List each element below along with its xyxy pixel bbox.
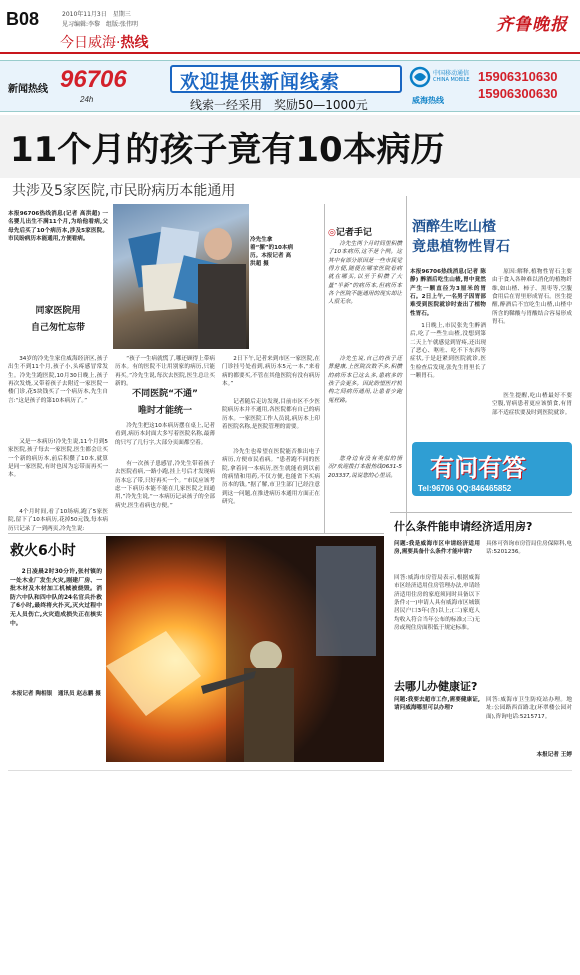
story1-lead: 本报96706热线消息(记者 高洪超) 一名婴儿出生不满11个月,为给他看病,父母先后买了10个病历本,涉及5家医院。市民盼病历本能通用,方便看病。 [8,211,108,243]
photo-caption: 冷先生拿着“摞”的10本病历。本报记者 高洪超 摄 [250,237,294,267]
story1-subhead3: 不同医院“不通” [132,389,198,399]
qa1-answer2: 具体可咨询市房管局住房保障科,电话:5201236。 [486,541,572,556]
qa2-answer: 回答:威海市卫生防疫站办理。地址:公园路西首路北(环翠楼公园对面),咨询电话:5215717。 [486,697,572,720]
story1-col2c: 有一次孩子患感冒,冷先生带着孩子去医院看病,一路小跑,挂上号后才发现病历本忘了带,只好再买一个。“市民应该考虑一下病历本能不能在几家医院之间通用,”冷先生说,“一本病历记录孩子的全部病史,医生看病也方便。” [115,461,215,509]
story1-subhead2: 自己匆忙忘带 [30,323,85,333]
story1-col2b: 冷先生把这10本病历摆在桌上,记者看到,病历本封面大多写着医院名称,最薄的只写了几行字,大部分页面都空着。 [115,423,215,446]
phone-1: 15906310630 [478,69,558,84]
story1-para1: 34岁的冷先生家住威海经济区,孩子出生不到11个月,孩子小,头疼感冒常发生。冷先生跑医院,10月30日晚上,孩子再次发烧,又带着孩子去附近一家医院一楼门诊,花5块钱买了一个病历本,先生自言:“这是孩子的第10本病历了。” [8,356,108,404]
records-photo [113,204,249,349]
notes-para2: 冷先生说,自己的孩子还算健康,上医院次数不多,积攒的病历本已这么多,患病多的孩子会更多。因此盼望医疗机构之间病历通用,让患者少跑冤枉路。 [328,356,402,404]
story1-subhead4: 唯时才能统一 [137,406,192,416]
story2-title2: 竟患植物性胃石 [412,239,510,255]
story1-col3a: 2日下午,记者来到市区一家医院,在门诊挂号处看到,病历本5元一本,“来看病的都要买,不管在其他医院有没有病历本。” [222,356,320,388]
qa2-byline: 本报记者 王婷 [536,752,572,758]
story2-title1: 酒醉生吃山楂 [412,219,496,235]
qa1-answer: 回答:威海市房管局表示,根据威海市区经济适用住房管理办法,申请经济适用住房的家庭须同时具备以下条件:(一)申请人具有威海市区城镇居民户口3年(含)以上;(二)家庭人均收入符合当年公布的标准;(三)无房或现住房面积低于规定标准。 [394,575,480,632]
notes-icon: ◎ [328,228,336,238]
story2-para2: 原因:解释,植物性胃石主要由于食入各种难以消化的植物纤维,如山楂、柿子、黑枣等,空腹食用后在胃里形成胃石。医生提醒,醉酒后不宜吃生山楂,山楂中所含的鞣酸与胃酸结合容易形成胃石。 [492,269,572,326]
story1-col3b: 记者随后走访发现,目前市区不少医院病历本并不通用,各医院都有自己的病历本。一家医院工作人员说,病历本上印着医院名称,是医院管理的需要。 [222,399,320,431]
qa2-question: 问题:我要去超市工作,需要健康证,请问威海哪里可以办理? [394,697,480,712]
story2-lead: 本报96706热线消息(记者 陈静) 醉酒后吃生山楂,胃中竟然产生一颗直径为3厘米的胃石。2日上午,一名男子因胃部难受到医院就诊时查出了植物性胃石。 [410,269,486,317]
subheadline: 共涉及5家医院,市民盼病历本能通用 [12,183,236,199]
story2-para1: 1日晚上,市民张先生醉酒后,吃了一些生山楂,没想到第二天上午就感觉到胃疼,还出现了恶心、呕吐、吃不下东西等症状,于是赶紧到医院就诊,医生检查后发现,张先生胃里长了一颗胃石。 [410,323,486,380]
phone-2: 15906300630 [478,86,558,101]
editors-line: 见习编辑:李黎 组版:张伟明 [62,21,139,28]
masthead-rule [0,52,580,54]
paper-logo: 齐鲁晚报 [496,15,568,35]
issue-date: 2010年11月3日 星期三 [62,11,131,18]
fire-photo [106,536,384,762]
story1-para2: 又是一本病历!冷先生说,11个月到5家医院,孩子每去一家医院,医生都会让买一个新的病历本,前后积攒了10本,就算是同一家医院,有时也因为忘带而再买一本。 [8,439,108,479]
mobile-brand: 中国移动通信 [433,70,470,77]
notes-divider [324,204,325,534]
section-title: 今日威海·热线 [60,35,149,51]
qa2-title: 去哪儿办健康证? [394,680,478,693]
headline: 11个月的孩子竟有10本病历 [10,130,445,170]
notes-title: ◎记者手记 [328,228,372,238]
hotline-24h: 24h [80,95,94,104]
qa-ad-brand: 有问有答 [430,454,526,482]
notes-para1: 冷先生两个月时间里积攒了10本病历,这不是个例。这其中有部分原因是一些市民觉得方便,随便在哪家医院看病就在哪买,以至于积攒了大量“半新”的病历本,但病历本各个医院不能通用的现实却让人很无奈。 [328,241,402,306]
hotline-number: 96706 [60,66,127,93]
mobile-brand-en: CHINA MOBILE [433,77,470,83]
notes-para3: 您身边有没有类似的情况?欢迎拨打本报热线0631-5203337,说说您的心里话。 [328,456,402,479]
qa1-title: 什么条件能申请经济适用房? [394,520,533,533]
story1-col2a: “孩子一生病就慌了,哪还顾得上带病历本。有的医院不让用别家的病历,只能再买。”冷先生说,每次去医院,医生总让买新的。 [115,356,215,388]
slogan-text: 欢迎提供新闻线索 [180,71,341,93]
station-name: 威海热线 [412,96,444,105]
slogan-subtext: 线索一经采用 奖励50—1000元 [190,98,368,112]
qa-divider [390,512,572,513]
story2-para3: 医生提醒,吃山楂最好不要空腹,胃病患者更应该慎食,有胃部不适症状要及时到医院就诊。 [492,393,572,416]
fire-divider [8,533,384,534]
hotline-label: 新闻热线 [8,84,48,95]
qa1-question: 问题:我是威海市区申请经济适用房,需要具备什么条件才能申请? [394,541,480,556]
qa-ad-tel: Tel:96706 QQ:846465852 [418,484,512,493]
fire-text: 2日凌晨2时30分许,张村镇的一处木业厂发生火灾,刚建厂房、一批木材及木材加工机械被烧毁。消防六中队和四中队的24名官兵扑救了6小时,最终将火扑灭,灭火过程中无人员伤亡,火灾造成损失正在核实中。 [10,569,102,627]
story1-col3c: 冷先生也希望在医院能否推出电子病历,方便市民看病。“患者跑不同的医院,拿着同一本病历,医生就能看到以前的病情和用药,不仅方便,也能省下买病历本的钱。”据了解,市卫生部门已经注意到这一问题,在推进病历本通用方面正在研究。 [222,449,320,506]
story1-para3: 4个月时间,看了10场病,跑了5家医院,留下了10本病历,花掉50元钱,每本病历只记录了一到两页,冷先生说: [8,509,108,532]
page-bottom-rule [8,770,572,771]
story1-subhead1: 同家医院用 [35,306,81,316]
story2-divider [406,196,407,536]
fire-title: 救火6小时 [10,543,76,559]
page-number: B08 [6,9,40,29]
fire-byline: 本报记者 陶相银 通讯员 赵志鹏 摄 [11,691,101,697]
china-mobile-logo [409,66,431,88]
